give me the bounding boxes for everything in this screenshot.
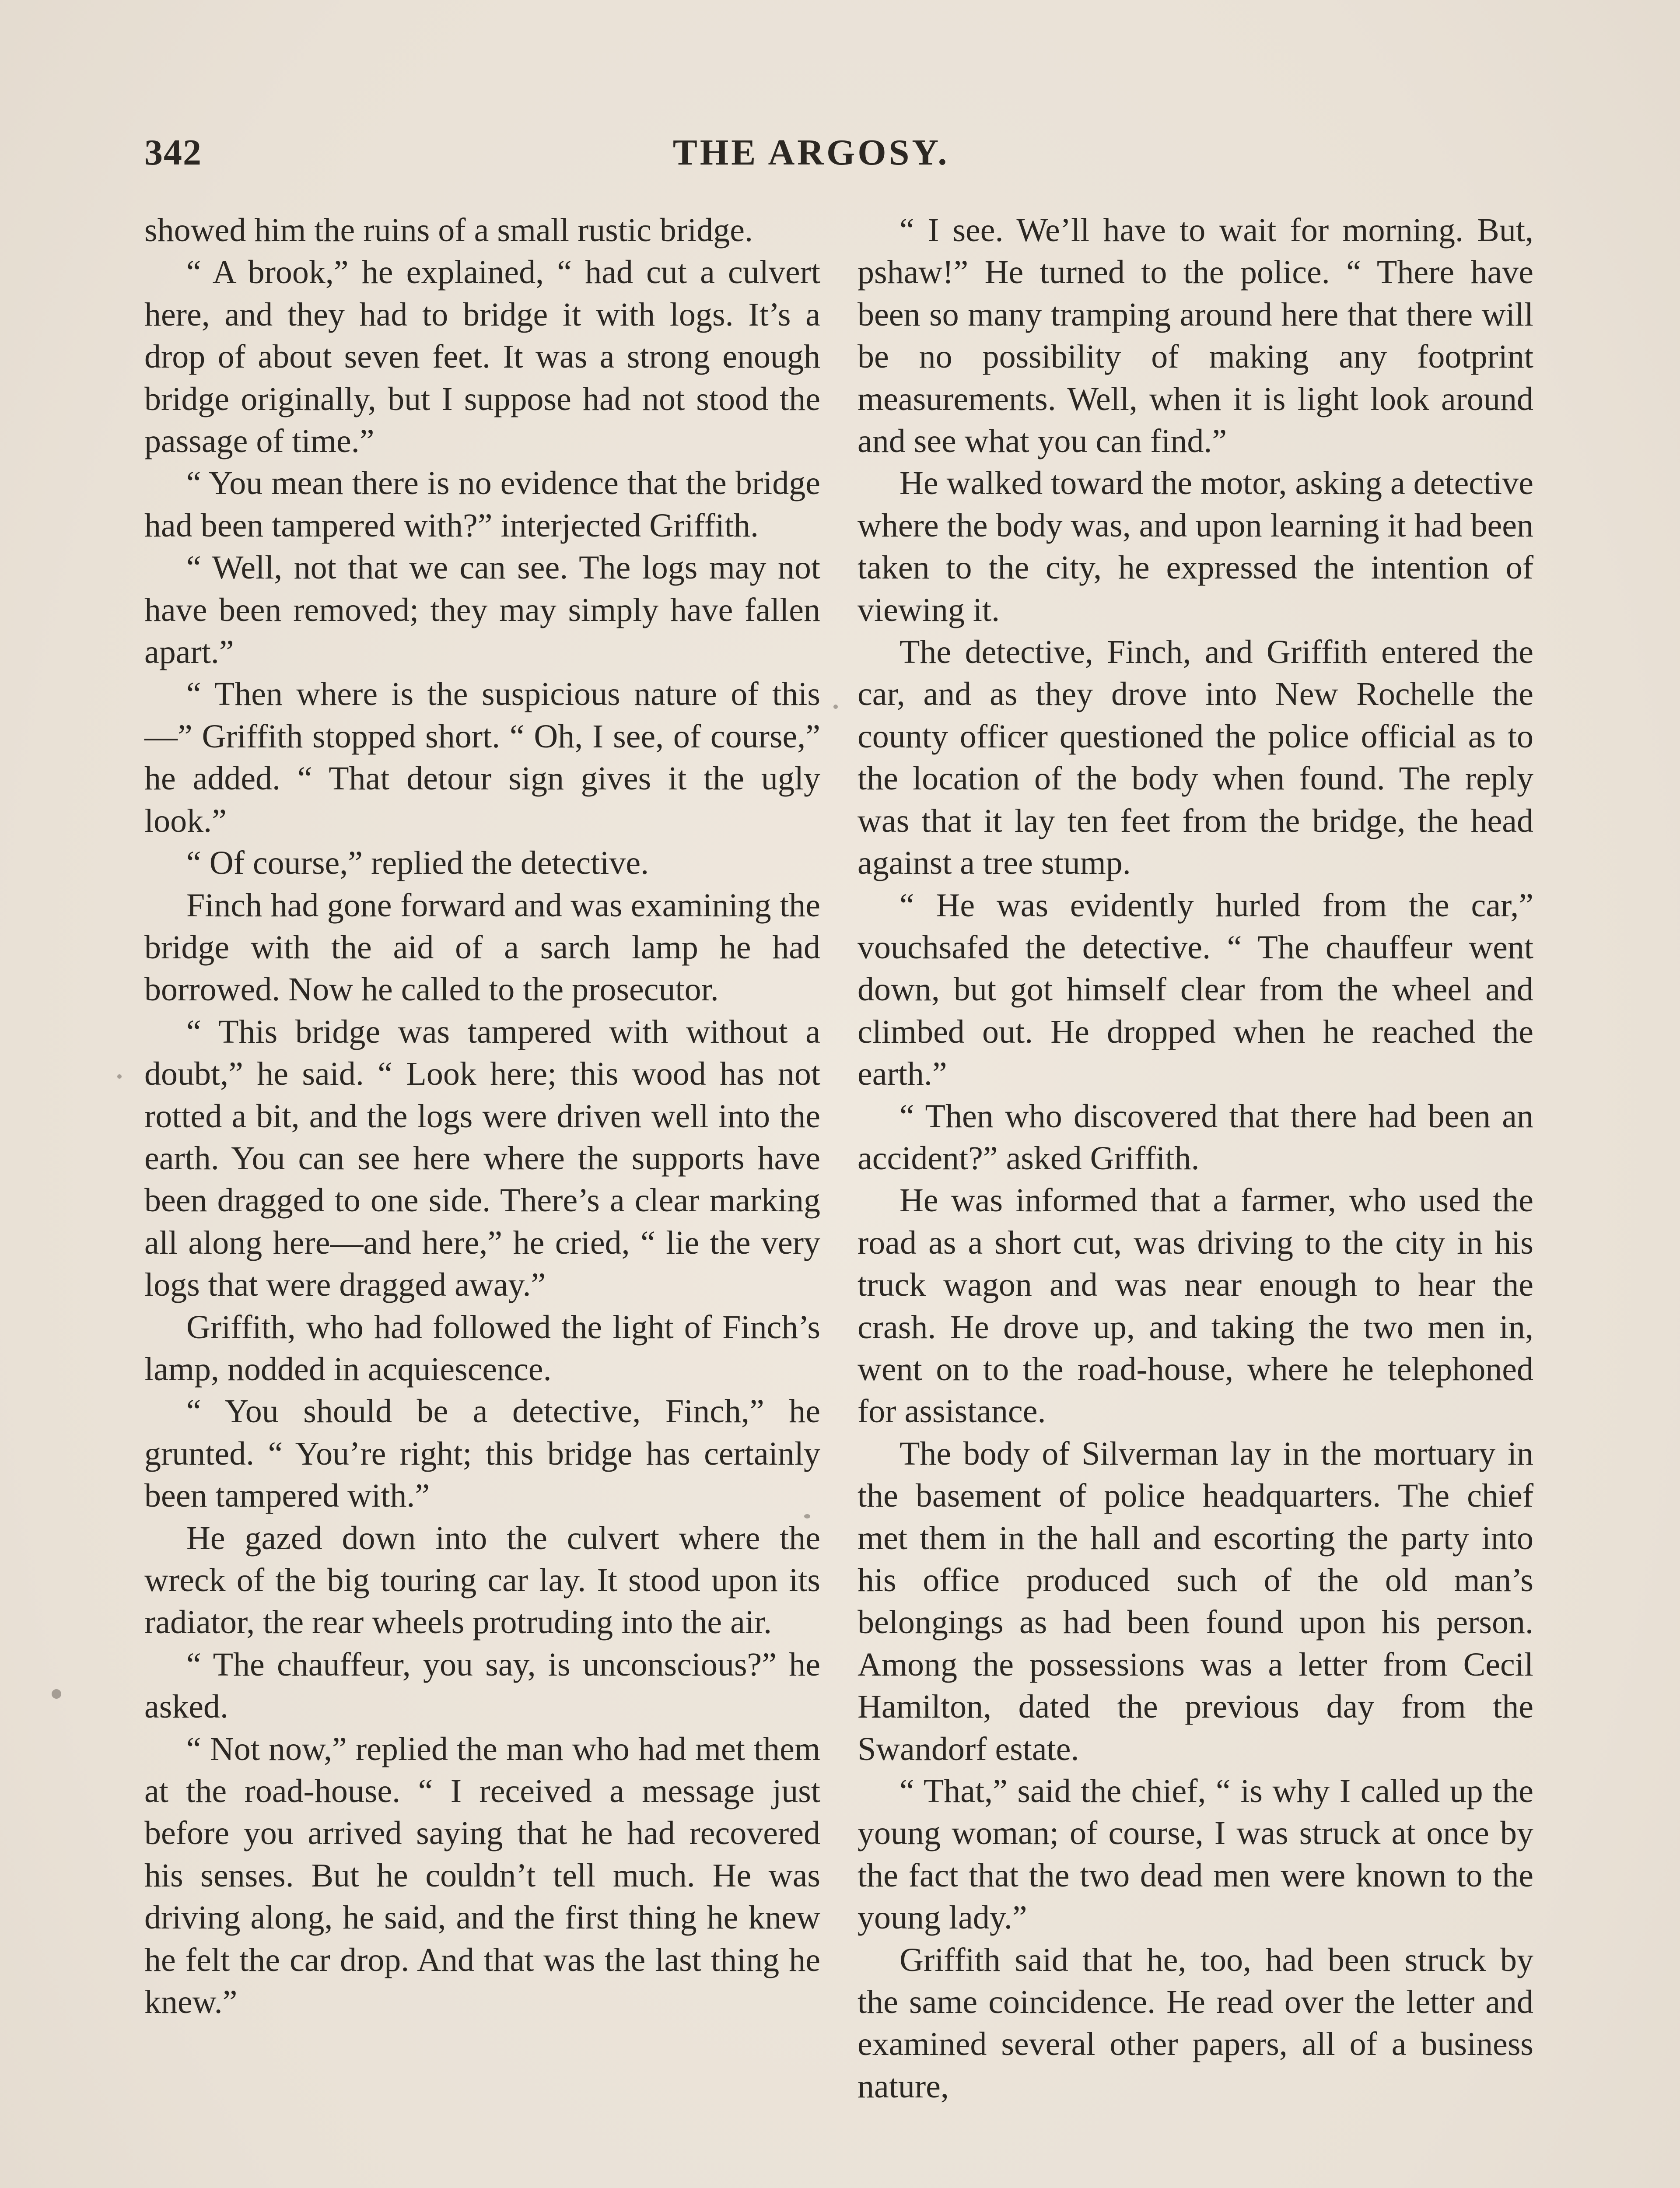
paragraph: “ He was evidently hurled from the car,” vouchsafed the detective. “ The chauffeur went down, but got himself clear from the wheel and climbed out. He dropped when he reached the earth.” xyxy=(858,887,1533,1093)
paragraph: “ Then who discovered that there had been an accident?” asked Griffith. xyxy=(858,1098,1533,1177)
paragraph: “ I see. We’ll have to wait for morning. But, pshaw!” He turned to the police. “ There have been so many tramping around here that there will be no possibility of making any footprint measurements. Well, when it is light look around and see what you can find.” xyxy=(858,212,1533,460)
paragraph: Griffith said that he, too, had been struck by the same coincidence. He read over the letter and examined several other papers, all of a business nature, xyxy=(858,1941,1533,2105)
paragraph: showed him the ruins of a small rustic bridge. xyxy=(144,212,753,249)
ink-speck xyxy=(117,1074,122,1079)
paragraph: “ You should be a detective, Finch,” he grunted. “ You’re right; this bridge has certainly been tampered with.” xyxy=(144,1393,820,1515)
ink-speck xyxy=(52,1689,61,1699)
paragraph: “ This bridge was tampered with without a doubt,” he said. “ Look here; this wood has not rotted a bit, and the logs were driven well into the earth. You can see here where the supports have been dragged to one side. There’s a clear marking all along here—and here,” he cried, “ lie the very logs that were dragged away.” xyxy=(144,1013,820,1304)
paragraph: “ You mean there is no evidence that the bridge had been tampered with?” interjected Griffith. xyxy=(144,465,820,544)
left-column xyxy=(144,209,820,2023)
paragraph: The body of Silverman lay in the mortuary in the basement of police headquarters. The chief met them in the hall and escorting the party into his office produced such of the old man’s belongings as had been found upon his person. Among the possessions was a letter from Cecil Hamilton, dated the previous day from the Swandorf estate. xyxy=(858,1435,1533,1767)
ink-speck xyxy=(804,1514,810,1518)
paragraph: He gazed down into the culvert where the wreck of the big touring car lay. It stood upon its radiator, the rear wheels protruding into the air. xyxy=(144,1519,820,1641)
running-title: THE ARGOSY. xyxy=(672,132,950,173)
right-column xyxy=(858,209,1533,2107)
paragraph: “ Well, not that we can see. The logs may not have been removed; they may simply have fallen apart.” xyxy=(144,549,820,671)
paragraph: The detective, Finch, and Griffith entered the car, and as they drove into New Rochelle the county officer questioned the police official as to the location of the body when found. The reply was that it lay ten feet from the bridge, the head against a tree stump. xyxy=(858,634,1533,882)
paragraph: “ A brook,” he explained, “ had cut a culvert here, and they had to bridge it with logs. It’s a drop of about seven feet. It was a strong enough bridge originally, but I suppose had not stood the passage of time.” xyxy=(144,254,820,460)
paragraph: “ That,” said the chief, “ is why I called up the young woman; of course, I was struck at once by the fact that the two dead men were known to the young lady.” xyxy=(858,1773,1533,1936)
ink-speck xyxy=(833,705,838,709)
paragraph: He was informed that a farmer, who used the road as a short cut, was driving to the city in his truck wagon and was near enough to hear the crash. He drove up, and taking the two men in, went on to the road-house, where he telephoned for assistance. xyxy=(858,1182,1533,1430)
paragraph: He walked toward the motor, asking a detective where the body was, and upon learning it had been taken to the city, he expressed the intention of viewing it. xyxy=(858,465,1533,628)
page-header xyxy=(144,131,1544,184)
paragraph: “ Of course,” replied the detective. xyxy=(186,845,649,882)
paragraph: Griffith, who had followed the light of Finch’s lamp, nodded in acquiescence. xyxy=(144,1308,820,1388)
paragraph: “ Then where is the suspicious nature of this—” Griffith stopped short. “ Oh, I see, of course,” he added. “ That detour sign gives it the ugly look.” xyxy=(144,676,820,839)
page-number: 342 xyxy=(144,132,202,173)
paragraph: “ The chauffeur, you say, is unconscious?” he asked. xyxy=(144,1646,820,1725)
paragraph: “ Not now,” replied the man who had met them at the road-house. “ I received a message just before you arrived saying that he had recovered his senses. But he couldn’t tell much. He was driving along, he said, and the first thing he knew he felt the car drop. And that was the last thing he knew.” xyxy=(144,1730,820,2021)
paragraph: Finch had gone forward and was examining the bridge with the aid of a sarch lamp he had borrowed. Now he called to the prosecutor. xyxy=(144,887,820,1008)
